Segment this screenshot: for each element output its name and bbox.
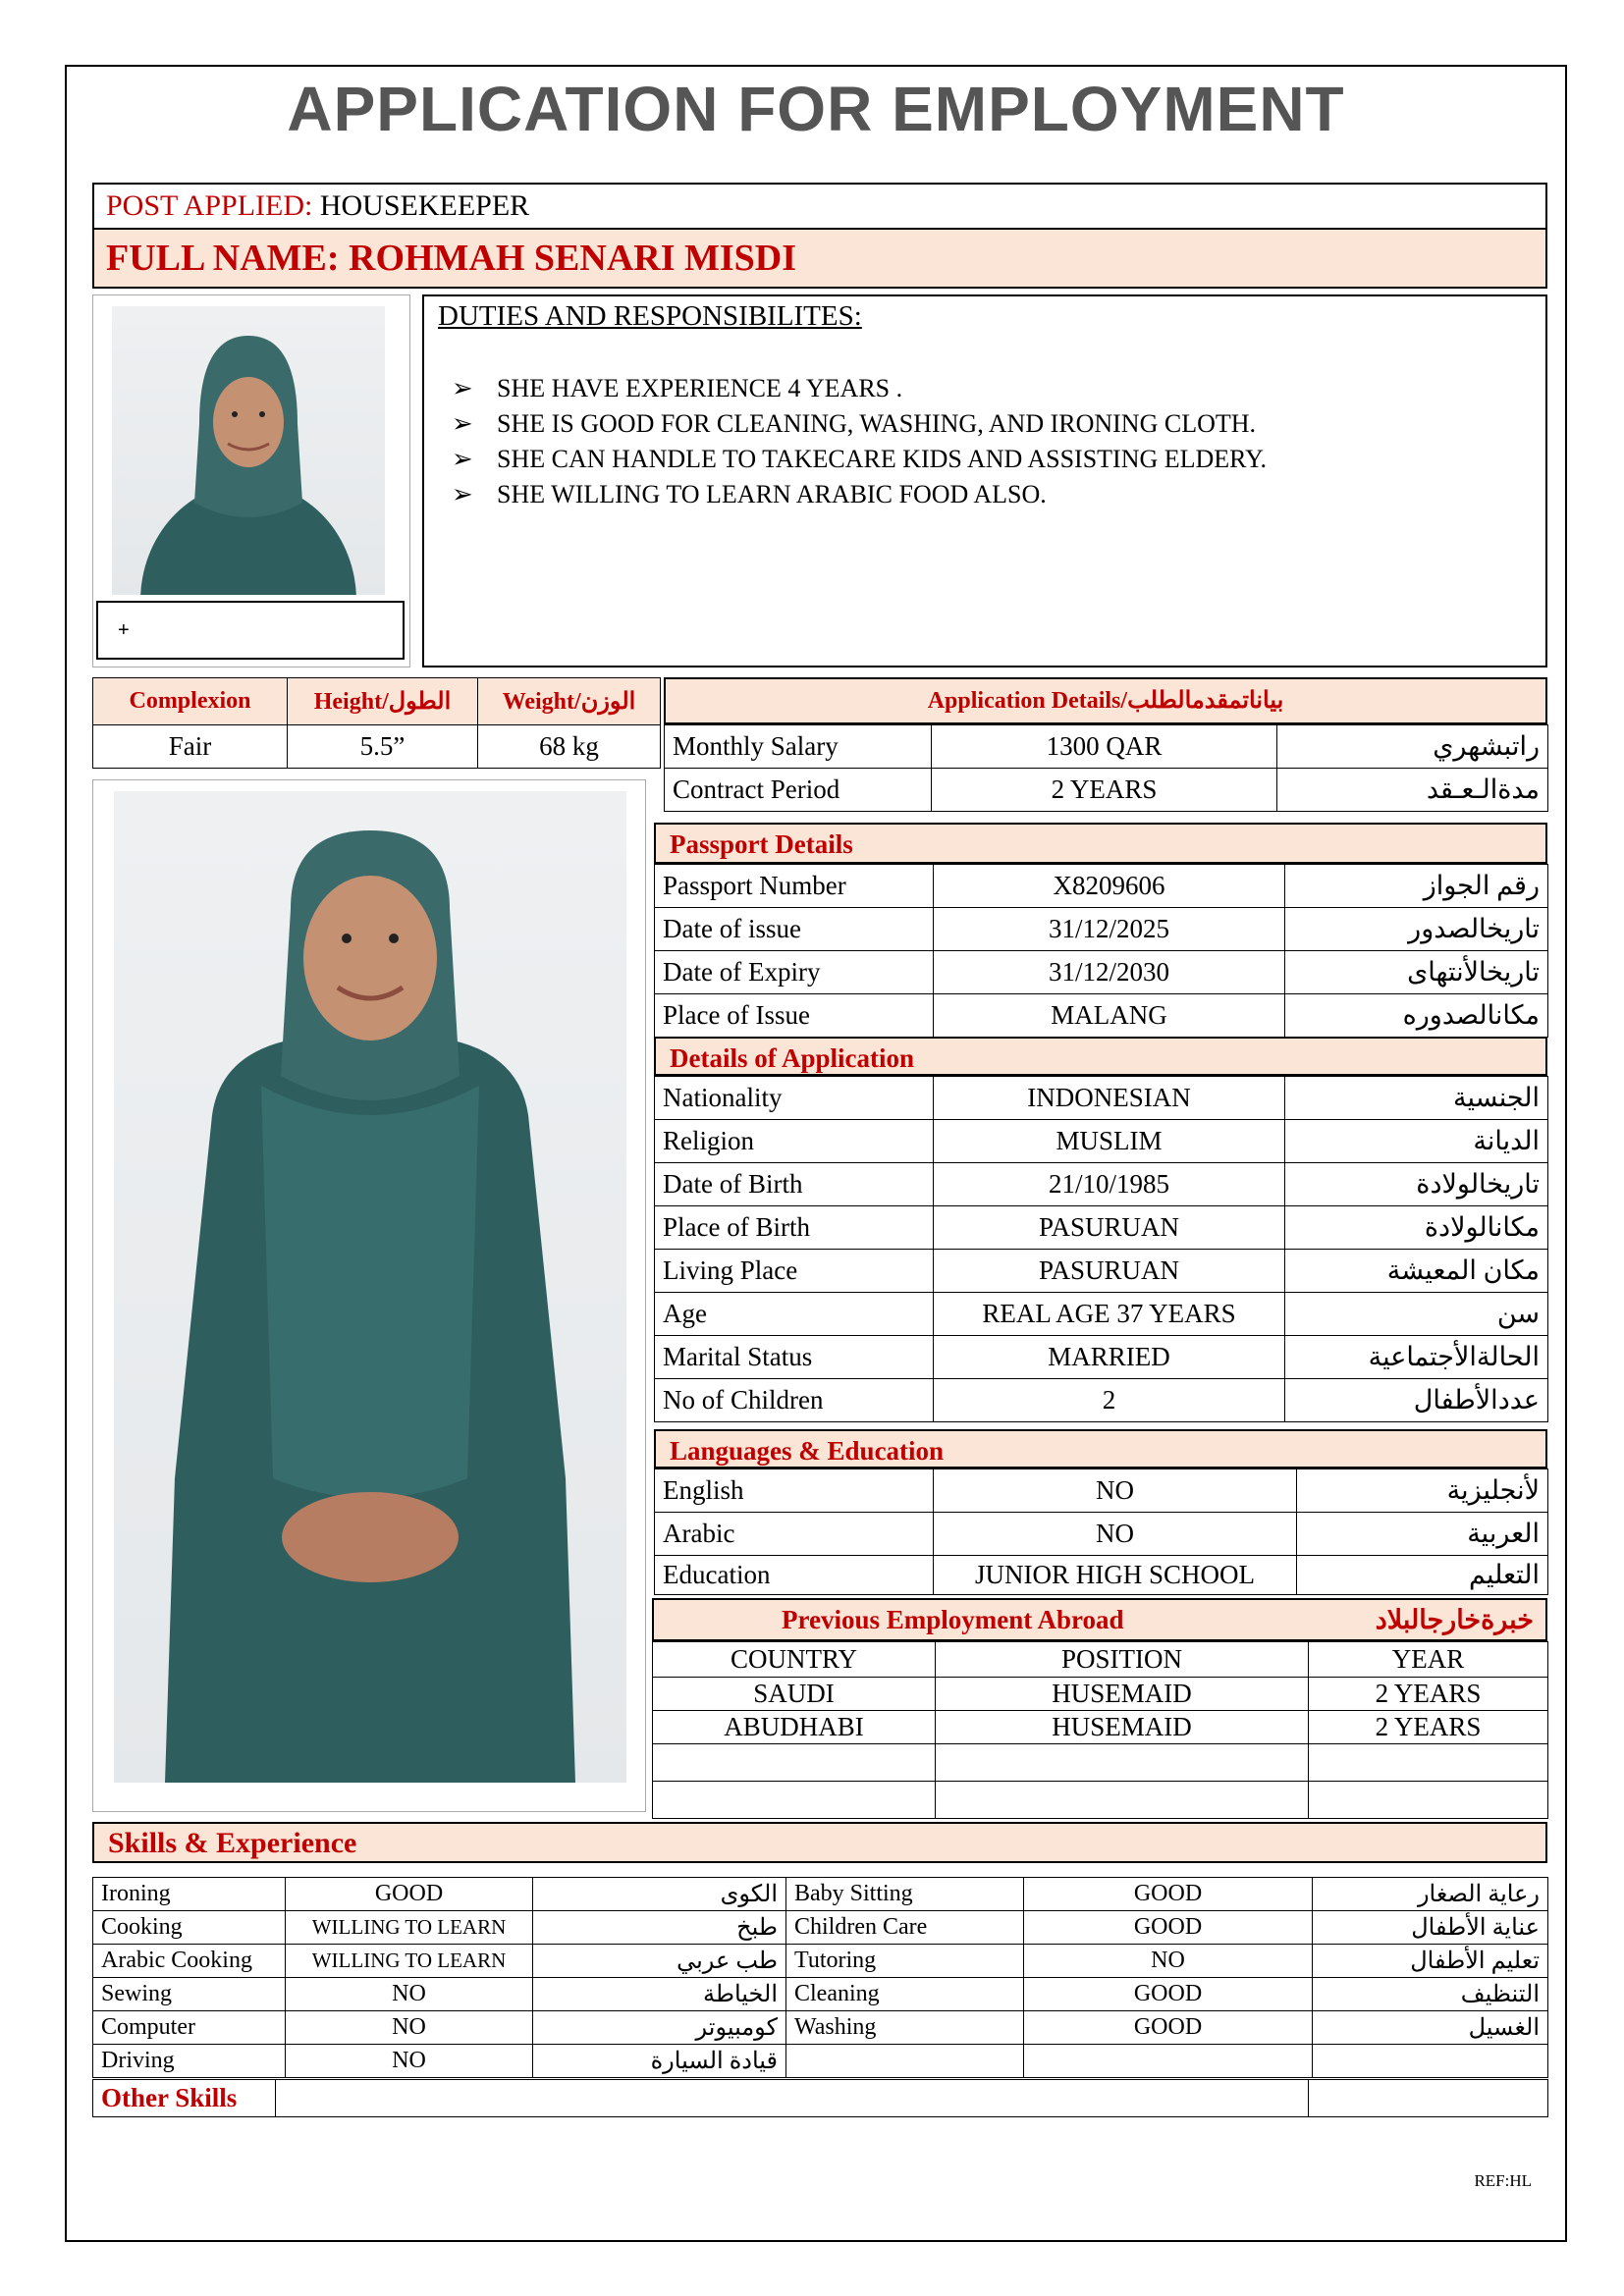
- table-row: [653, 1744, 1548, 1782]
- application-heading: Details of Application: [654, 1037, 1547, 1076]
- table-row: Date of Expiry 31/12/2030 تاريخالأنتهاى: [655, 951, 1548, 994]
- table-row: Arabic Cooking WILLING TO LEARN طب عربي Tutoring NO تعليم الأطفال: [93, 1945, 1548, 1978]
- full-name-label: FULL NAME:: [106, 238, 340, 279]
- other-skills-value: [276, 2080, 1309, 2117]
- table-row: Cooking WILLING TO LEARN طبخ Children Care GOOD عناية الأطفال: [93, 1911, 1548, 1945]
- duty-item: ➢ SHE HAVE EXPERIENCE 4 YEARS .: [452, 371, 1267, 406]
- full-body-photo: [114, 791, 626, 1783]
- table-row: ABUDHABI HUSEMAID 2 YEARS: [653, 1711, 1548, 1744]
- weight-value: 68 kg: [478, 725, 661, 769]
- table-row: Education JUNIOR HIGH SCHOOL التعليم: [655, 1556, 1548, 1595]
- application-details-heading: Application Details/بياناتمقدمالطلب: [664, 677, 1547, 724]
- full-name-value: ROHMAH SENARI MISDI: [349, 238, 797, 279]
- table-row: SAUDI HUSEMAID 2 YEARS: [653, 1678, 1548, 1711]
- application-details-table: [664, 724, 1548, 812]
- duties-box: [422, 294, 1547, 667]
- table-row: Religion MUSLIM الديانة: [655, 1120, 1548, 1163]
- photo-caption-text: +: [118, 619, 130, 641]
- photo-caption-box: [96, 601, 405, 660]
- reference-code: REF:HL: [1474, 2171, 1532, 2190]
- table-row: Place of Issue MALANG مكانالصدوره: [655, 994, 1548, 1038]
- table-row: Nationality INDONESIAN الجنسية: [655, 1077, 1548, 1120]
- table-row: Computer NO كومبيوتر Washing GOOD الغسيل: [93, 2011, 1548, 2045]
- table-row: Passport Number X8209606 رقم الجواز: [655, 865, 1548, 908]
- physical-table: [92, 677, 661, 769]
- height-header: Height/الطول: [288, 678, 478, 725]
- table-row: English NO لأنجليزية: [655, 1469, 1548, 1513]
- complexion-header: Complexion: [93, 678, 288, 725]
- languages-heading: Languages & Education: [654, 1429, 1547, 1468]
- table-row: Arabic NO العربية: [655, 1513, 1548, 1556]
- page-title: APPLICATION FOR EMPLOYMENT: [287, 74, 1345, 144]
- arrow-bullet-icon: ➢: [452, 409, 473, 439]
- languages-table: [654, 1468, 1548, 1595]
- table-row: Contract Period 2 YEARS مدةالـعـقد: [665, 769, 1548, 812]
- table-row: Place of Birth PASURUAN مكانالولادة: [655, 1206, 1548, 1250]
- passport-heading: Passport Details: [654, 823, 1547, 864]
- skills-table: [92, 1877, 1548, 2078]
- previous-employment-title: Previous Employment Abroad: [782, 1605, 1124, 1634]
- table-row: Monthly Salary 1300 QAR راتبشهري: [665, 725, 1548, 769]
- previous-employment-title-ar: خبرةخارجالبلاد: [1375, 1605, 1534, 1634]
- post-applied-row: [92, 183, 1547, 230]
- full-name-row: [92, 228, 1547, 289]
- weight-header: Weight/الوزن: [478, 678, 661, 725]
- table-row: Date of issue 31/12/2025 تاريخالصدور: [655, 908, 1548, 951]
- complexion-value: Fair: [93, 725, 288, 769]
- height-value: 5.5”: [288, 725, 478, 769]
- duty-item: ➢ SHE WILLING TO LEARN ARABIC FOOD ALSO.: [452, 477, 1267, 512]
- table-row: No of Children 2 عددالأطفال: [655, 1379, 1548, 1422]
- duties-heading: DUTIES AND RESPONSIBILITES:: [438, 300, 862, 332]
- table-row: Sewing NO الخياطة Cleaning GOOD التنظيف: [93, 1978, 1548, 2011]
- table-header-row: COUNTRY POSITION YEAR: [653, 1642, 1548, 1678]
- table-row: Marital Status MARRIED الحالةالأجتماعية: [655, 1336, 1548, 1379]
- arrow-bullet-icon: ➢: [452, 374, 473, 403]
- skills-heading: Skills & Experience: [92, 1822, 1547, 1863]
- table-row: Age REAL AGE 37 YEARS سن: [655, 1293, 1548, 1336]
- table-row: [653, 1782, 1548, 1819]
- other-skills-label: Other Skills: [93, 2080, 276, 2117]
- table-row: Driving NO قيادة السيارة: [93, 2045, 1548, 2078]
- passport-photo: [112, 306, 385, 595]
- table-row: Living Place PASURUAN مكان المعيشة: [655, 1250, 1548, 1293]
- duty-item: ➢ SHE IS GOOD FOR CLEANING, WASHING, AND IRONING CLOTH.: [452, 406, 1267, 442]
- application-table: [654, 1076, 1548, 1422]
- other-skills-table: [92, 2079, 1548, 2117]
- duties-list: [452, 371, 1267, 512]
- table-row: Ironing GOOD الكوى Baby Sitting GOOD رعاية الصغار: [93, 1878, 1548, 1911]
- table-row: Date of Birth 21/10/1985 تاريخالولادة: [655, 1163, 1548, 1206]
- previous-employment-heading: [652, 1598, 1547, 1641]
- arrow-bullet-icon: ➢: [452, 445, 473, 474]
- arrow-bullet-icon: ➢: [452, 480, 473, 509]
- post-applied-value: HOUSEKEEPER: [319, 189, 530, 222]
- post-applied-label: POST APPLIED:: [106, 189, 313, 222]
- passport-table: [654, 864, 1548, 1038]
- previous-employment-table: [652, 1641, 1548, 1819]
- duty-item: ➢ SHE CAN HANDLE TO TAKECARE KIDS AND ASSISTING ELDERY.: [452, 442, 1267, 477]
